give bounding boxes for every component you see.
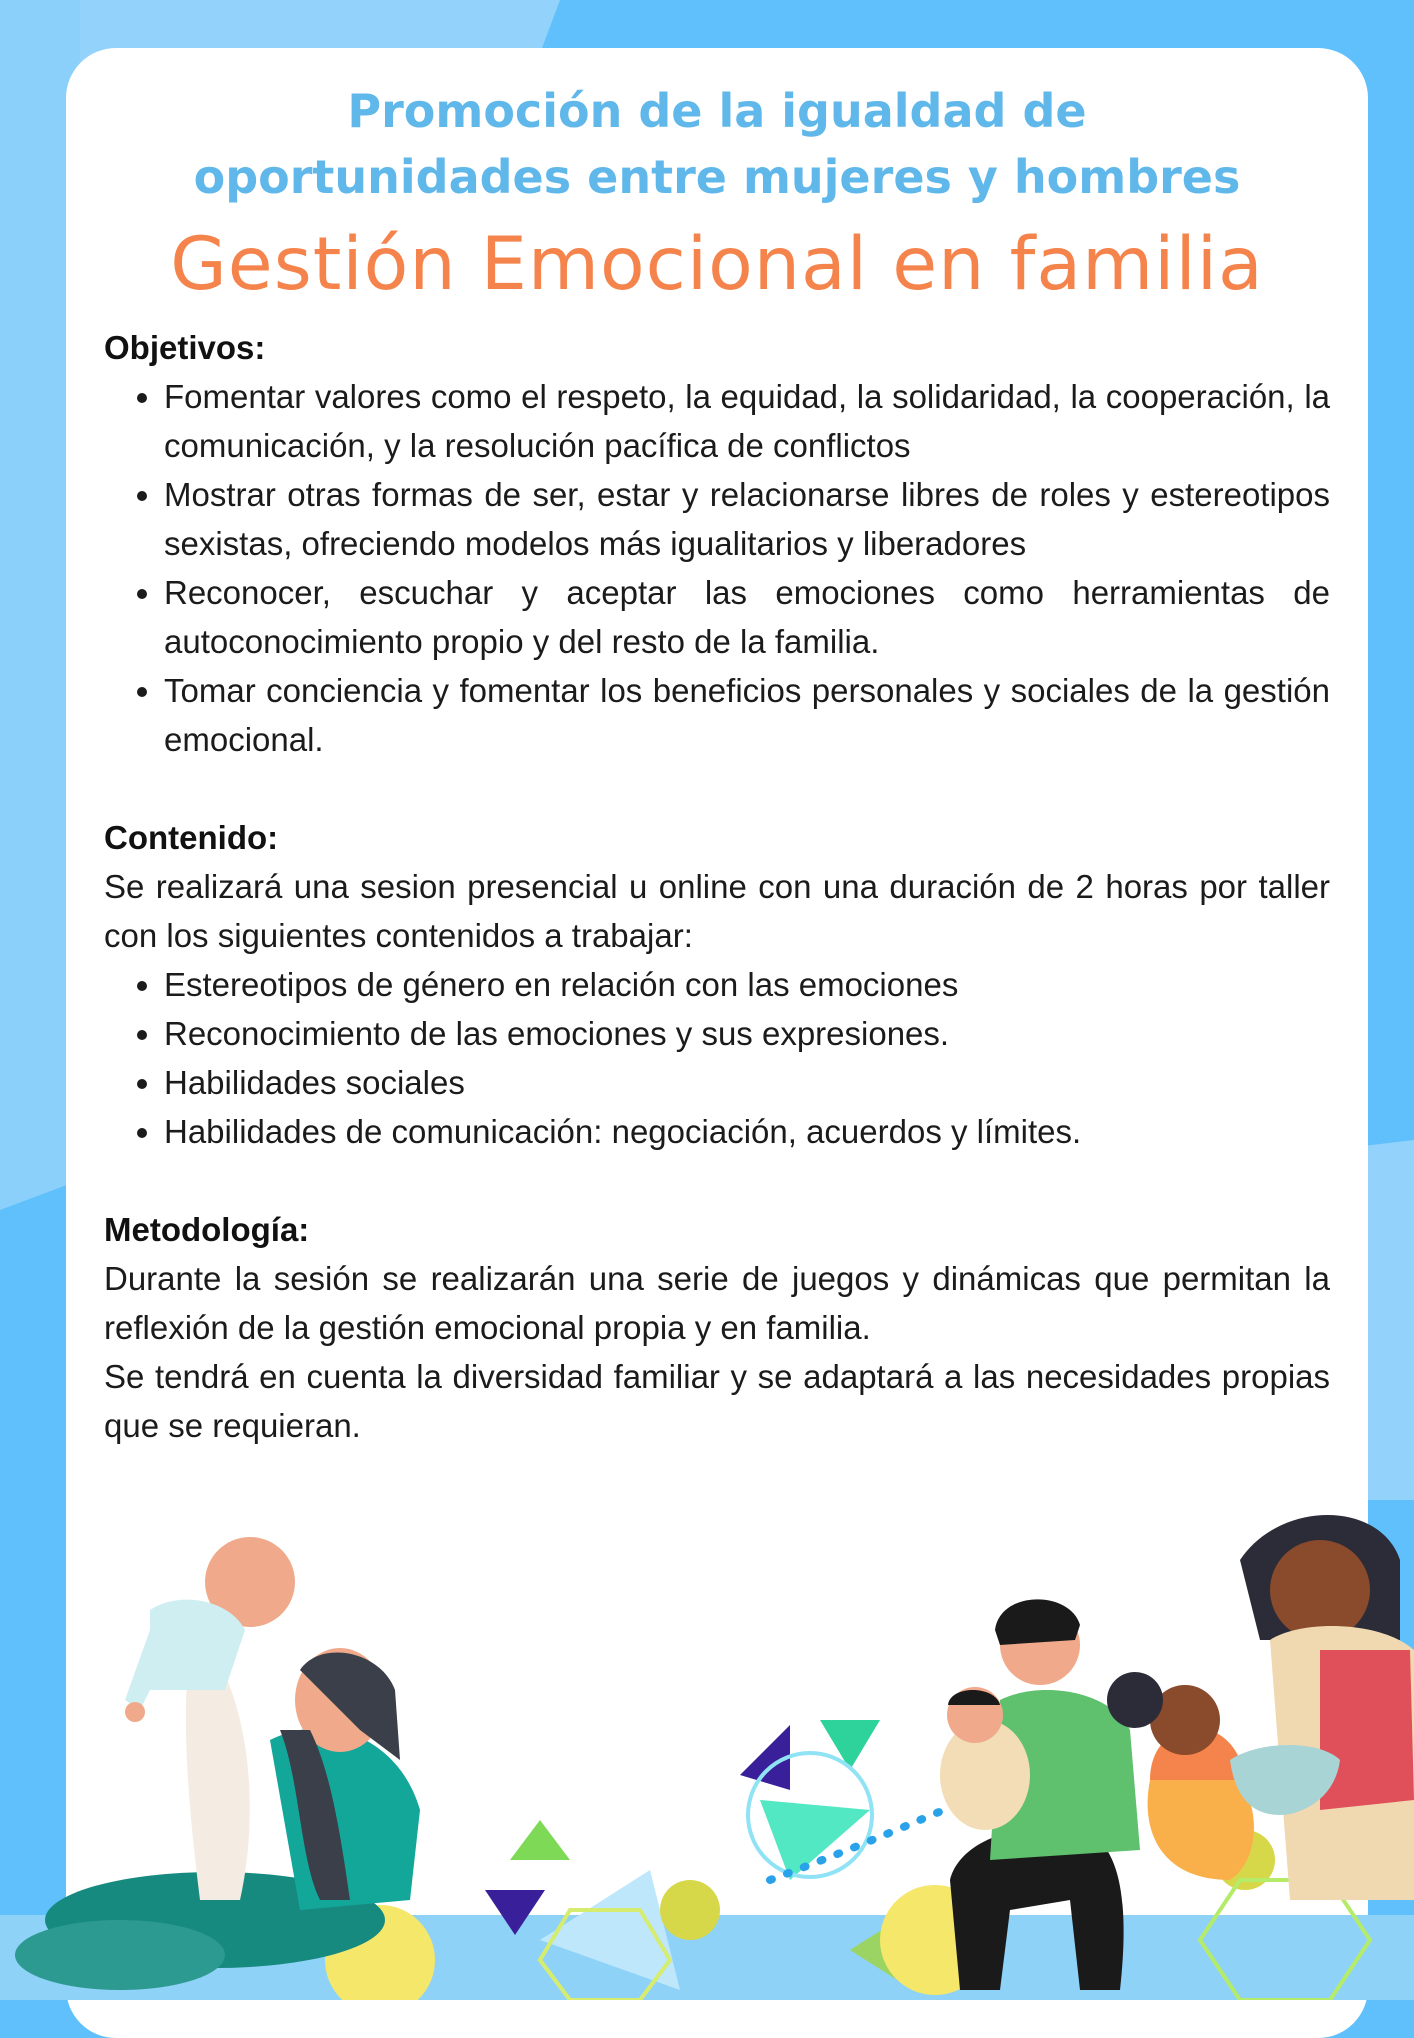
list-item: • Habilidades sociales xyxy=(164,1058,1330,1107)
list-item: • Fomentar valores como el respeto, la equidad, la solidaridad, la cooperación, la comunicación, y la resolución pacífica de conflictos xyxy=(164,372,1330,470)
objetivos-heading: Objetivos: xyxy=(104,329,266,366)
contenido-intro: Se realizará una sesion presencial u online con una duración de 2 horas por taller con los siguientes contenidos a trabajar: xyxy=(104,868,1330,954)
metodologia-paragraph-1: Durante la sesión se realizarán una serie de juegos y dinámicas que permitan la reflexión de la gestión emocional propia y en familia. xyxy=(104,1260,1330,1346)
triangle-shape xyxy=(510,1820,570,1860)
subtitle-line-1: Promoción de la igualdad de xyxy=(347,84,1087,138)
circle-shape xyxy=(660,1880,720,1940)
metodologia-heading: Metodología: xyxy=(104,1211,310,1248)
main-content xyxy=(104,323,1330,1450)
subtitle xyxy=(66,78,1368,210)
subtitle-line-2: oportunidades entre mujeres y hombres xyxy=(193,150,1241,204)
list-item: • Tomar conciencia y fomentar los beneficios personales y sociales de la gestión emocional. xyxy=(164,666,1330,764)
spacer xyxy=(104,764,1330,813)
metodologia-paragraph-2: Se tendrá en cuenta la diversidad familiar y se adaptará a las necesidades propias que se requieran. xyxy=(104,1358,1330,1444)
list-item: • Mostrar otras formas de ser, estar y relacionarse libres de roles y estereotipos sexistas, ofreciendo modelos más igualitarios y liberadores xyxy=(164,470,1330,568)
list-item: • Estereotipos de género en relación con las emociones xyxy=(164,960,1330,1009)
family-illustration xyxy=(0,1480,1414,2000)
contenido-heading: Contenido: xyxy=(104,819,279,856)
left-family-figure xyxy=(15,1537,420,1990)
header xyxy=(66,78,1368,308)
triangle-shape xyxy=(820,1720,880,1770)
list-item: • Habilidades de comunicación: negociación, acuerdos y límites. xyxy=(164,1107,1330,1156)
contenido-list xyxy=(104,960,1330,1156)
list-item: • Reconocer, escuchar y aceptar las emociones como herramientas de autoconocimiento propio y del resto de la familia. xyxy=(164,568,1330,666)
spacer xyxy=(104,1156,1330,1205)
list-item: • Reconocimiento de las emociones y sus expresiones. xyxy=(164,1009,1330,1058)
objetivos-list xyxy=(104,372,1330,764)
page-title: Gestión Emocional en familia xyxy=(170,222,1264,307)
